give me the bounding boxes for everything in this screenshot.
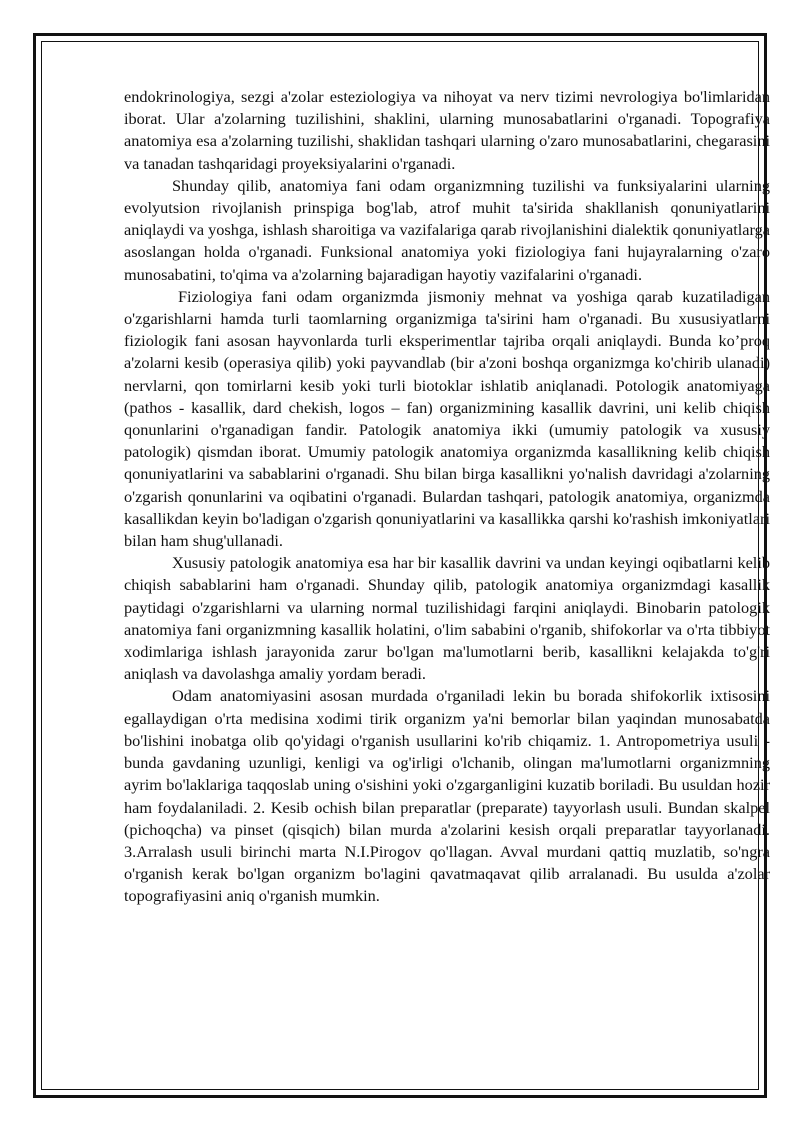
document-body — [124, 86, 770, 908]
paragraph-2: Shunday qilib, anatomiya fani odam organizmning tuzilishi va funksiyalarini ularning evolyutsion rivojlanish prinspiga bog'lab, atrof muhit ta'sirida shakllanish qonuniyatlarini aniqlaydi va yoshga, ishlash sharoitiga va vazifalariga qarab rivojlanishini dialektik qonuniyatlarga asoslangan holda o'rganadi. Funksional anatomiya yoki fiziologiya fani hujayralarning o'zaro munosabatini, to'qima va a'zolarning bajaradigan hayotiy vazifalarini o'rganadi. — [124, 175, 770, 284]
paragraph-1: endokrinologiya, sezgi a'zolar esteziologiya va nihoyat va nerv tizimi nevrologiya bo'limlaridan iborat. Ular a'zolarning tuzilishini, shaklini, ularning munosabatlarini o'rganadi. Topografiya anatomiya esa a'zolarning tuzilishi, shaklidan tashqari ularning o'zaro munosabatlarini, chegarasini va tanadan tashqaridagi proyeksiyalarini o'rganadi. — [124, 87, 770, 173]
paragraph-3: Fiziologiya fani odam organizmda jismoniy mehnat va yoshiga qarab kuzatiladigan o'zgarishlarni hamda turli taomlarning organizmiga ta'sirini ham o'rganadi. Bu xususiyatlarni fiziologik fani asosan hayvonlarda turli eksperimentlar tajriba orqali aniqlaydi. Bunda ko’proq a'zolarni kesib (operasiya qilib) yoki payvandlab (bir a'zoni boshqa organizmga ko'chirib ulanadi) nervlarni, qon tomirlarni kesib yoki turli biotoklar ishlatib aniqlanadi. Potologik anatomiyaga (pathos - kasallik, dard chekish, logos – fan) organizmining kasallik davrini, uni kelib chiqish qonunlarini o'rganadigan fandir. Patologik anatomiya ikki (umumiy patologik va xususiy patologik) qismdan iborat. Umumiy patologik anatomiya organizmda kasallikning kelib chiqish qonuniyatlarini va sabablarini o'rganadi. Shu bilan birga kasallikni yo'nalish davridagi a'zolarning o'zgarish qonunlarini va oqibatini o'rganadi. Bulardan tashqari, patologik anatomiya, organizmda kasallikdan keyin bo'ladigan o'zgarish qonuniyatlarini va kasallikka qarshi ko'rashish imkoniyatlari bilan ham shug'ullanadi. — [124, 286, 770, 551]
paragraph-4: Xususiy patologik anatomiya esa har bir kasallik davrini va undan keyingi oqibatlarni kelib chiqish sabablarini ham o'rganadi. Shunday qilib, patologik anatomiya organizmdagi kasallik paytidagi o'zgarishlarni va ularning normal tuzilishidagi farqini aniqlaydi. Binobarin patologik anatomiya fani organizmning kasallik holatini, o'lim sababini o'rganib, shifokorlar va o'rta tibbiyot xodimlariga ishlash jarayonida zarur bo'lgan ma'lumotlarni berib, kasallikni kelajakda to'g'ri aniqlash va davolashga amaliy yordam beradi. — [124, 553, 770, 684]
paragraph-5: Odam anatomiyasini asosan murdada o'rganiladi lekin bu borada shifokorlik ixtisosini egallaydigan o'rta medisina xodimi tirik organizm ya'ni bemorlar bilan yaqindan munosabatda bo'lishini inobatga olib qo'yidagi o'rganish usullarini ko'rib chiqamiz. 1. Antropometriya usuli - bunda gavdaning uzunligi, kenligi va og'irligi o'lchanib, olingan ma'lumotlarni organizmning ayrim bo'laklariga taqqoslab uning o'sishini yoki o'zgarganligini kuzatib boriladi. Bu usuldan hozir ham foydalaniladi. 2. Kesib ochish bilan preparatlar (preparate) tayyorlash usuli. Bundan skalpel (pichoqcha) va pinset (qisqich) bilan murda a'zolarini kesish orqali preparatlar tayyorlanadi. 3.Arralash usuli birinchi marta N.I.Pirogov qo'llagan. Avval murdani qattiq muzlatib, so'ngra o'rganish kerak bo'lgan organizm bo'lagini qavatmaqavat qilib arralanadi. Bu usulda a'zolar topografiyasini aniq o'rganish mumkin. — [124, 686, 770, 906]
